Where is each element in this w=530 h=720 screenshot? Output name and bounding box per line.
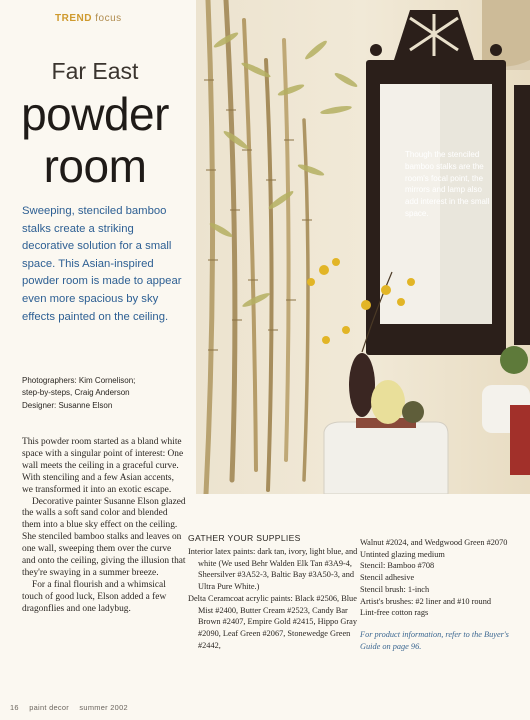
toilet-tank <box>324 422 448 494</box>
page-footer <box>10 703 136 712</box>
body-paragraph: For a final flourish and a whimsical touch of good luck, Elson added a few dragonflies and one ladybug. <box>22 579 167 614</box>
issue-date: summer 2002 <box>79 703 128 712</box>
supply-item: Untinted glazing medium <box>360 549 445 559</box>
supplies-column-2 <box>360 537 525 652</box>
curtain-fold <box>482 0 530 67</box>
section-label-bold: TREND <box>55 13 92 24</box>
supplies-column-1 <box>188 546 363 651</box>
photo-caption: Though the stenciled bamboo stalks are the room's focal point, the mirrors and lamp also add interest in the small space. <box>405 150 490 218</box>
credit-designer: Designer: Susanne Elson <box>22 400 113 410</box>
supply-item: Stencil: Bamboo #708 <box>360 561 435 571</box>
headline-line-2: room <box>43 140 147 192</box>
supply-item: Interior latex paints: dark tan, ivory, light blue, and white (We used Behr Walden Elk Tan #3A9-4, Sheersilver #3A52-3, Baltic Bay #3A50-3, and Ultra Pure White.) <box>188 547 358 592</box>
bamboo-stalks <box>206 0 308 494</box>
headline-kicker: Far East <box>51 58 139 84</box>
towel <box>510 405 530 475</box>
supplies-heading: GATHER YOUR SUPPLIES <box>188 533 301 543</box>
photo-illustration <box>196 0 530 494</box>
credits <box>22 375 192 412</box>
buyers-guide-note: For product information, refer to the Buyer's Guide on page 96. <box>360 629 509 651</box>
credit-photographers: Photographers: Kim Cornelison; <box>22 376 136 385</box>
vase <box>349 353 375 417</box>
supply-item: Artist's brushes: #2 liner and #10 round <box>360 596 492 606</box>
article-deck: Sweeping, stenciled bamboo stalks create a striking decorative solution for a small space. This Asian-inspired powder room is made to appear even more spacious by sky effects painted on the ceiling. <box>22 205 182 323</box>
headline-line-1: powder <box>21 88 169 140</box>
powder-room-photo <box>196 0 530 494</box>
supply-item: Lint-free cotton rags <box>360 608 429 618</box>
supply-item: Delta Ceramcoat acrylic paints: Black #2506, Blue Mist #2400, Butter Cream #2523, Candy Bar Brown #2407, Empire Gold #2415, Hippo Gray #2090, Leaf Green #2067, Stonewedge Green #2442, <box>188 593 358 650</box>
body-paragraph: This powder room started as a bland white space with a singular point of interest: One wall meets the ceiling in a graceful curve. With stenciling and a few Asian accents, we transformed it into an exotic escape. <box>22 437 184 495</box>
article-body <box>22 437 187 616</box>
body-paragraph: Decorative painter Susanne Elson glazed the walls a soft sand color and blended them into a blue sky effect on the ceiling. She stenciled bamboo stalks and leaves on one wall, sweeping them over the curve and onto the ceiling, giving the illusion that they're swaying in a summer breeze. <box>22 496 186 578</box>
plant <box>500 346 528 374</box>
bamboo-nodes <box>204 80 312 350</box>
supply-item: Stencil adhesive <box>360 573 415 583</box>
credit-step-by-steps: step-by-steps, Craig Anderson <box>22 388 130 398</box>
supply-item: Walnut #2024, and Wedgwood Green #2070 <box>360 538 508 547</box>
page-number: 16 <box>10 703 19 712</box>
ginger-jar <box>371 380 405 424</box>
second-mirror-edge <box>514 85 530 345</box>
section-label <box>55 13 122 24</box>
magazine-name: paint decor <box>29 703 70 712</box>
mirror-finial-left <box>370 44 382 56</box>
supply-item: Stencil brush: 1-inch <box>360 584 430 594</box>
section-label-rest: focus <box>95 13 122 24</box>
moss-ball <box>402 401 424 423</box>
mirror-finial-right <box>490 44 502 56</box>
